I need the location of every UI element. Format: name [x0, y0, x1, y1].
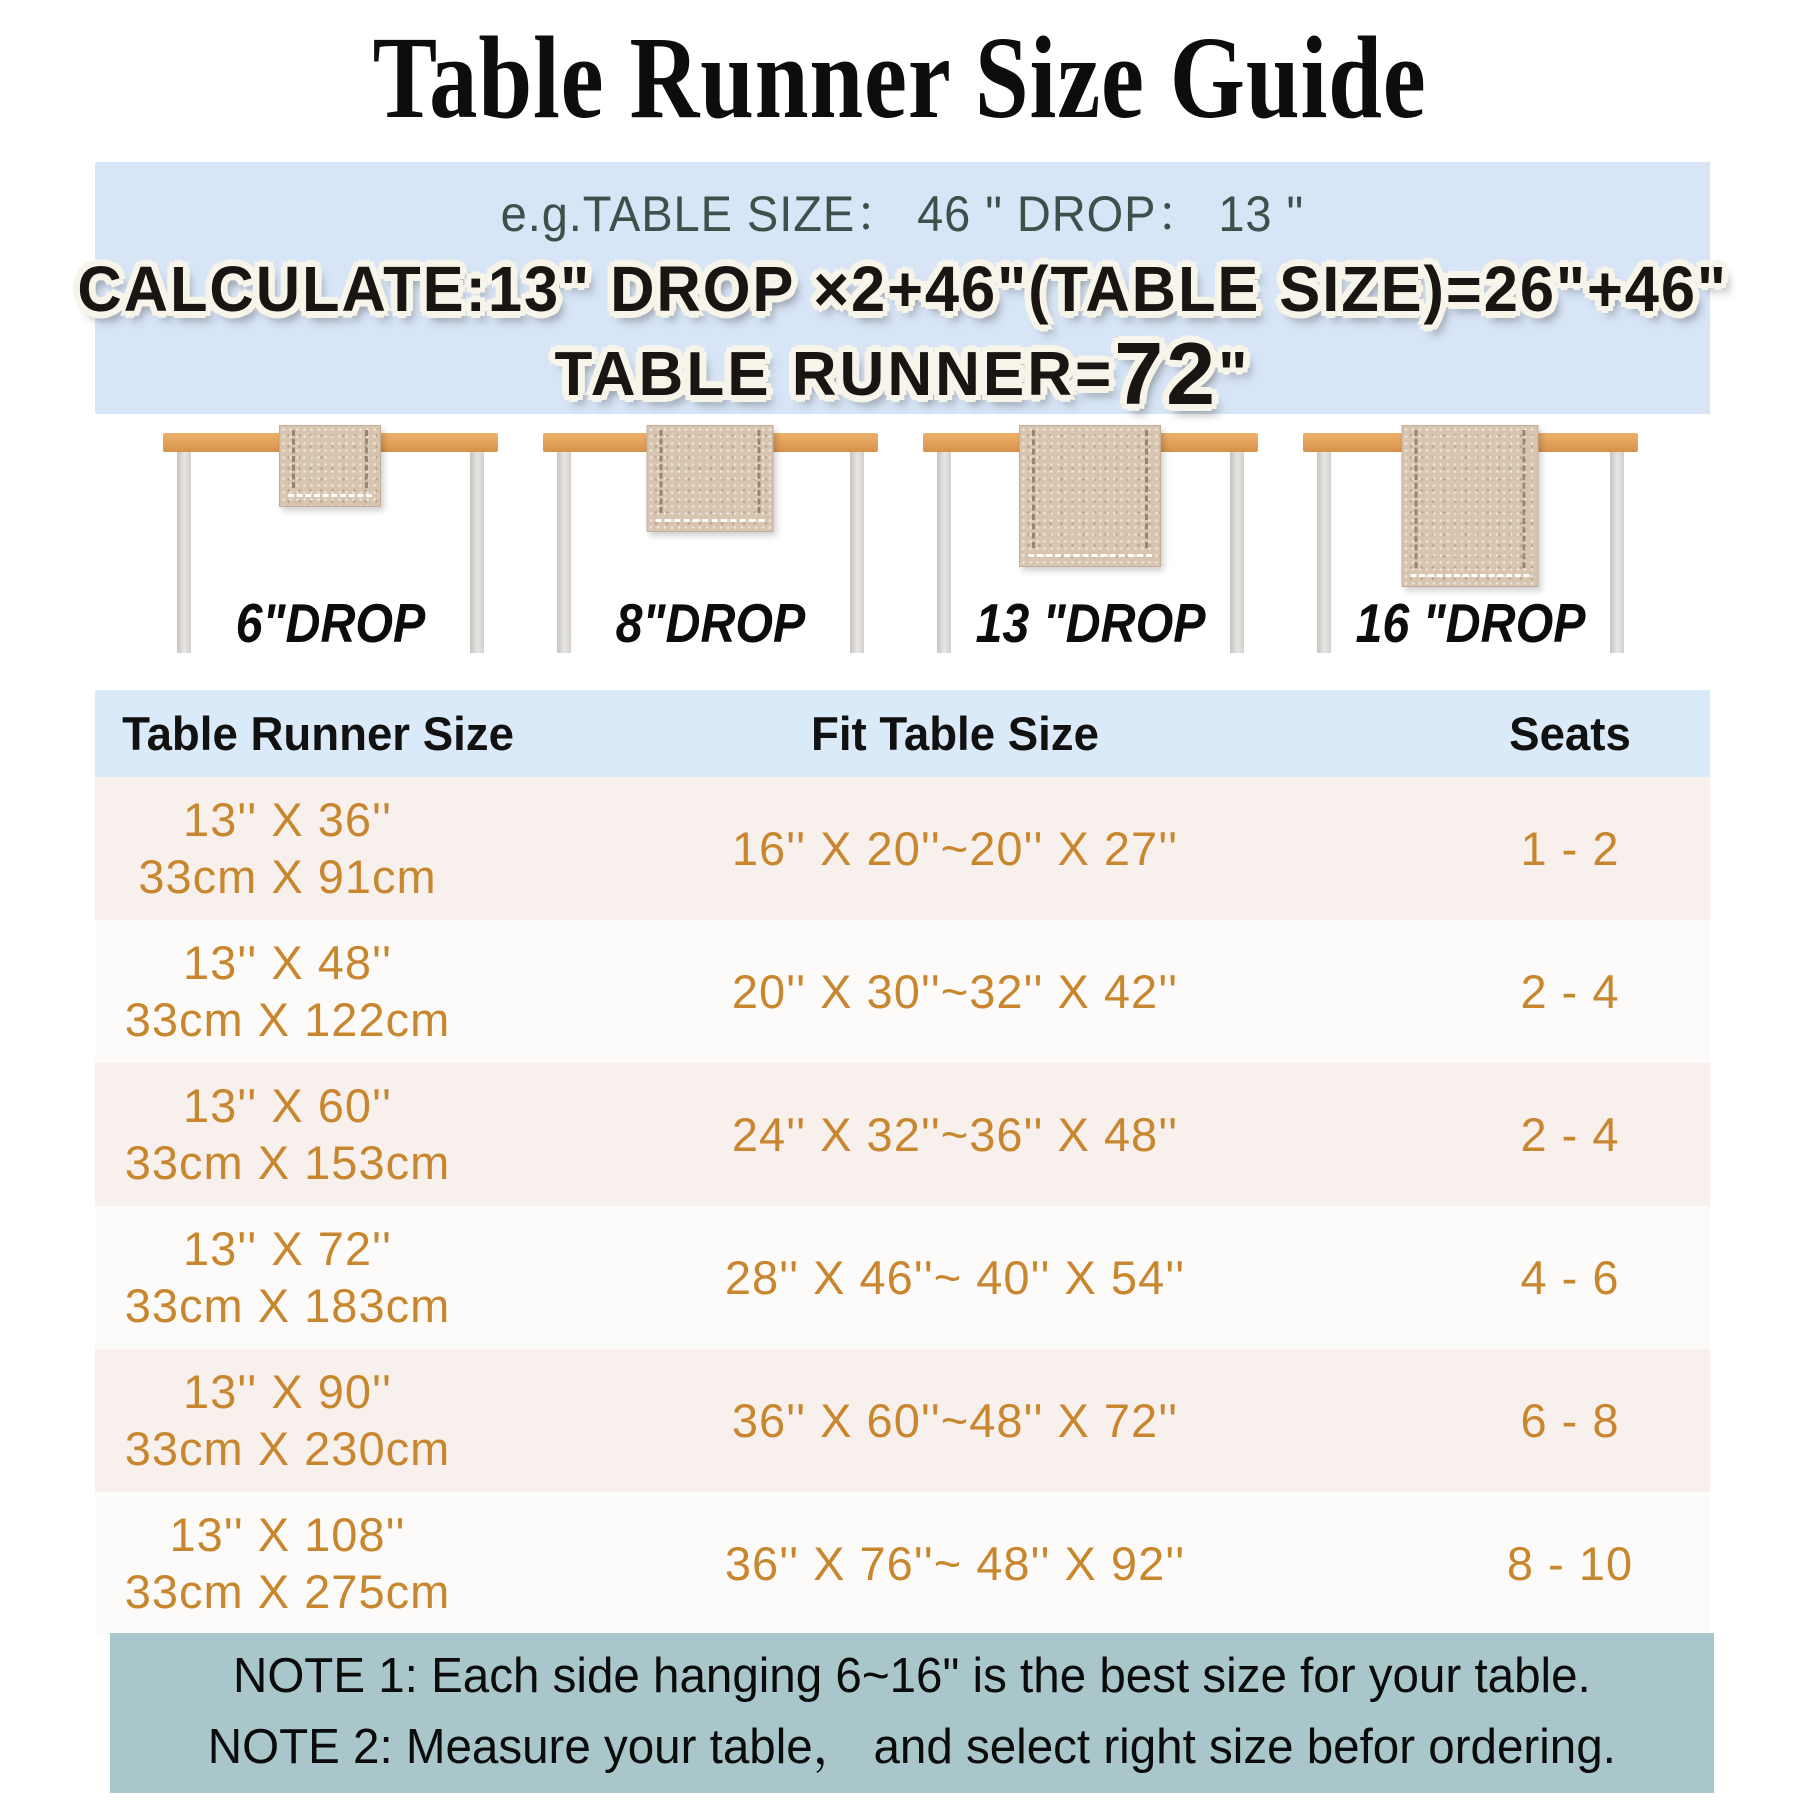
example-banner [77, 162, 1728, 423]
table-row [95, 1063, 1710, 1206]
cell-seats: 2 - 4 [1520, 1108, 1620, 1161]
cell-runner-size [95, 1221, 480, 1334]
runner-result-suffix: " [1218, 339, 1251, 409]
cell-seats: 4 - 6 [1520, 1251, 1620, 1304]
table-row [95, 1206, 1710, 1349]
runner-result-line [554, 324, 1251, 423]
runner-size-cm: 33cm X 122cm [124, 992, 451, 1046]
table-row [95, 920, 1710, 1063]
runner-size-cm: 33cm X 91cm [138, 849, 437, 903]
runner-size-inches: 13'' X 72'' [183, 1222, 392, 1276]
runner-size-inches: 13'' X 90'' [183, 1365, 392, 1419]
drop-illustrations [0, 413, 1800, 690]
size-table-body [95, 777, 1710, 1635]
table-leg [177, 452, 191, 653]
note-line-2: NOTE 2: Measure your table， and select right size befor ordering. [207, 1720, 1617, 1774]
table-row [95, 1492, 1710, 1635]
table-row [95, 1349, 1710, 1492]
column-header-fit-size: Fit Table Size [811, 707, 1099, 760]
column-header-runner-size: Table Runner Size [122, 707, 514, 760]
cell-runner-size [95, 792, 480, 905]
cell-fit-size: 20'' X 30''~32'' X 42'' [731, 965, 1179, 1018]
cell-seats: 2 - 4 [1520, 965, 1620, 1018]
cell-seats: 1 - 2 [1520, 822, 1620, 875]
runner-cloth [1019, 425, 1161, 567]
runner-cloth [279, 425, 381, 507]
runner-result-prefix: TABLE RUNNER= [554, 339, 1115, 409]
drop-label: 16 "DROP [1354, 592, 1586, 654]
runner-size-inches: 13'' X 48'' [183, 936, 392, 990]
example-line: e.g.TABLE SIZE： 46 " DROP： 13 " [500, 186, 1305, 242]
runner-size-inches: 13'' X 60'' [183, 1079, 392, 1133]
cell-fit-size: 36'' X 76''~ 48'' X 92'' [724, 1537, 1186, 1590]
column-header-seats: Seats [1509, 707, 1631, 760]
notes-box [110, 1633, 1714, 1793]
table-leg [937, 452, 951, 653]
cell-seats: 8 - 10 [1506, 1537, 1634, 1590]
table-illustration-13in [923, 413, 1258, 678]
runner-size-cm: 33cm X 230cm [124, 1421, 451, 1475]
cell-fit-size: 28'' X 46''~ 40'' X 54'' [724, 1251, 1186, 1304]
runner-size-inches: 13'' X 36'' [183, 793, 392, 847]
cell-runner-size [95, 1364, 480, 1477]
table-leg [1317, 452, 1331, 653]
cell-runner-size [95, 1078, 480, 1191]
runner-size-inches: 13'' X 108'' [169, 1508, 406, 1562]
table-leg [470, 452, 484, 653]
table-illustration-6in [163, 413, 498, 678]
runner-size-cm: 33cm X 183cm [124, 1278, 451, 1332]
cell-runner-size [95, 1507, 480, 1620]
drop-label: 8"DROP [615, 592, 805, 654]
drop-label: 13 "DROP [974, 592, 1206, 654]
cell-seats: 6 - 8 [1520, 1394, 1620, 1447]
table-illustration-16in [1303, 413, 1638, 678]
cell-fit-size: 16'' X 20''~20'' X 27'' [731, 822, 1179, 875]
size-table-header [95, 690, 1710, 777]
runner-result-value: 72 [1114, 324, 1219, 423]
runner-cloth [1402, 425, 1539, 587]
table-leg [850, 452, 864, 653]
table-illustration-8in [543, 413, 878, 678]
runner-cloth [647, 425, 774, 532]
cell-runner-size [95, 935, 480, 1048]
page-title: Table Runner Size Guide [373, 12, 1427, 143]
note-line-1: NOTE 1: Each side hanging 6~16" is the best size for your table. [233, 1649, 1591, 1703]
drop-label: 6"DROP [235, 592, 425, 654]
page-title-wrap [0, 10, 1800, 146]
table-row [95, 777, 1710, 920]
cell-fit-size: 36'' X 60''~48'' X 72'' [731, 1394, 1179, 1447]
table-leg [557, 452, 571, 653]
table-leg [1230, 452, 1244, 653]
runner-size-cm: 33cm X 275cm [124, 1564, 451, 1618]
calculate-line: CALCULATE:13" DROP ×2+46"(TABLE SIZE)=26"+46" [77, 253, 1728, 325]
runner-size-cm: 33cm X 153cm [124, 1135, 451, 1189]
table-leg [1610, 452, 1624, 653]
cell-fit-size: 24'' X 32''~36'' X 48'' [731, 1108, 1179, 1161]
